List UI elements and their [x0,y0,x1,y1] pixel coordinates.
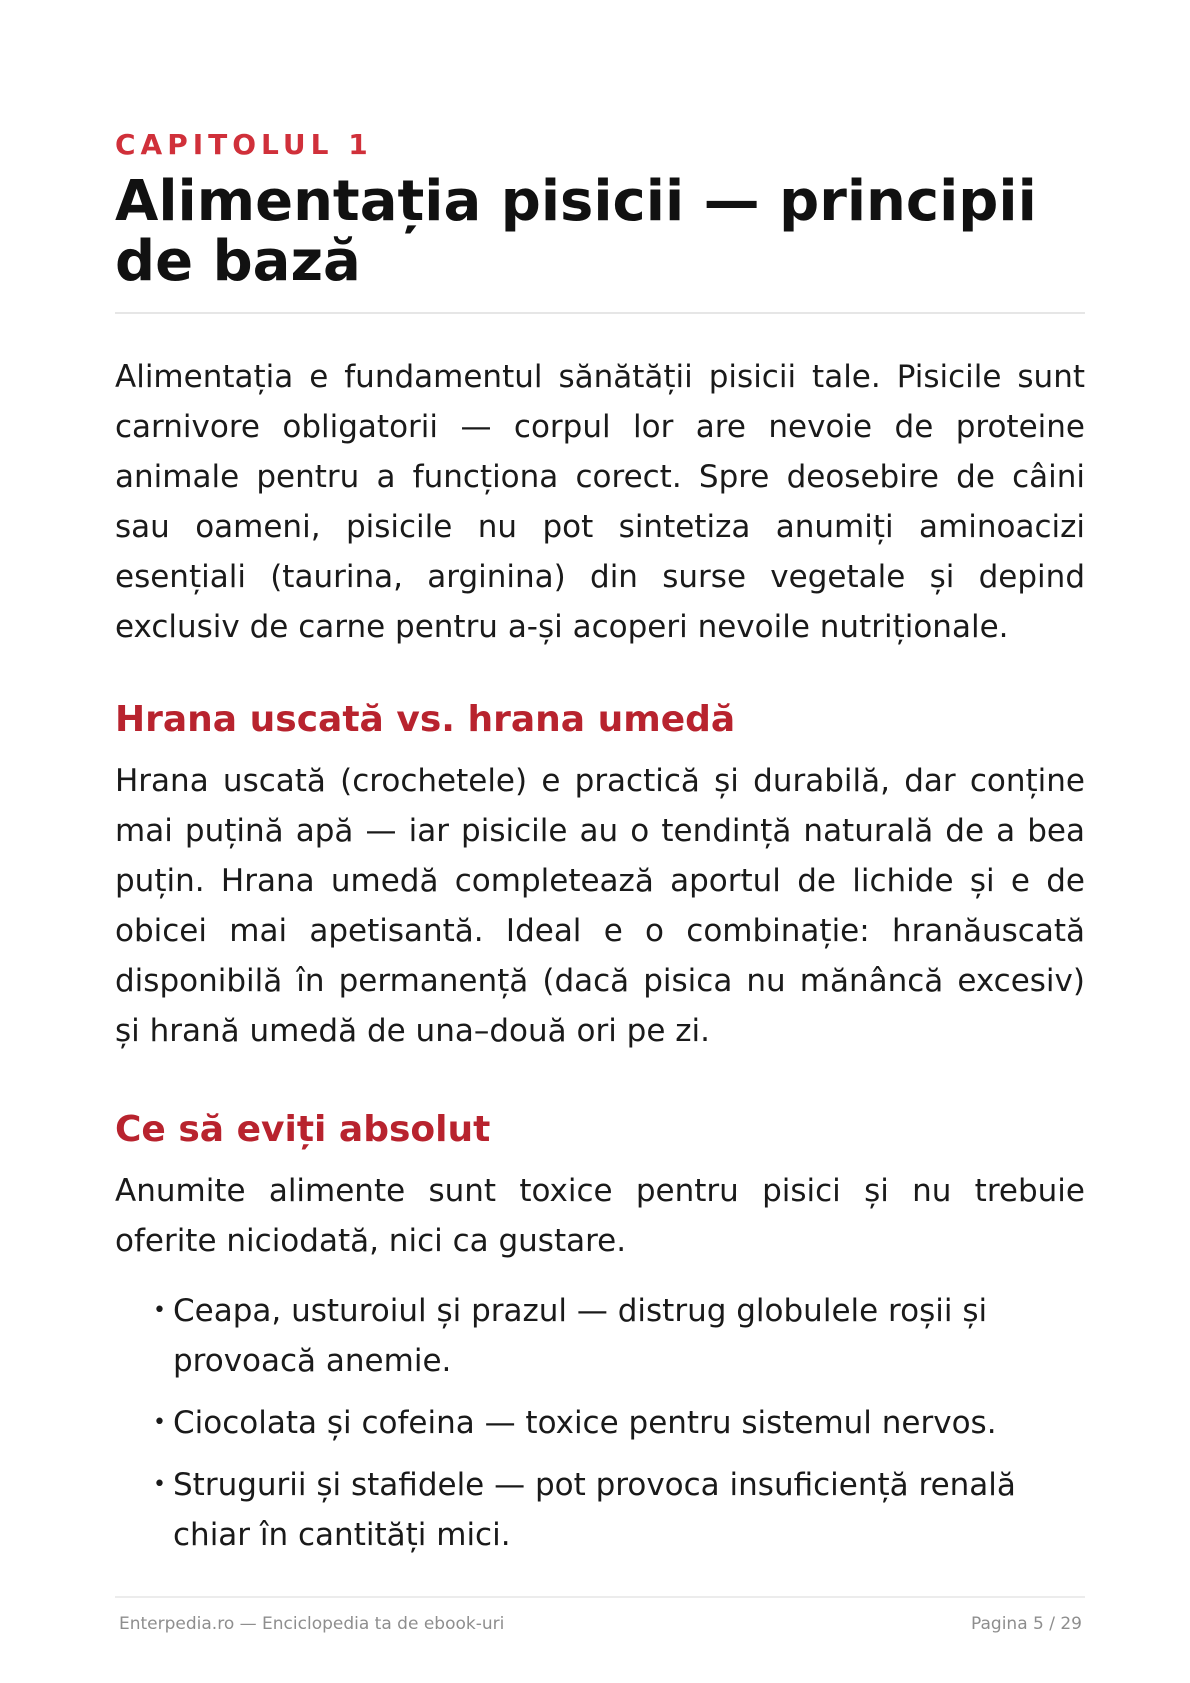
list-item [153,1460,1085,1560]
title-divider [115,312,1085,314]
section-heading-avoid: Ce să eviți absolut [115,1109,491,1150]
intro-paragraph: Alimentația e fundamentul sănătății pisicii tale. Pisicile sunt carnivore obligatorii — corpul lor are nevoie de proteine animale pentru a funcționa corect. Spre deosebire de câini sau oameni, pisicile nu pot sintetiza anumiți aminoacizi esențiali (taurina, arginina) din surse vegetale și depind exclusiv de carne pentru a-și acoperi nevoile nutriționale. [115,359,1085,645]
chapter-label: CAPITOLUL 1 [115,128,373,161]
bullet-icon: • [153,1298,166,1323]
list-item-text: Ceapa, usturoiul și prazul — distrug globulele roșii și provoacă anemie. [173,1293,988,1379]
bullet-icon: • [153,1472,166,1497]
bullet-icon: • [153,1410,166,1435]
list-item-text: Ciocolata și cofeina — toxice pentru sistemul nervos. [173,1405,997,1441]
list-item [153,1398,1085,1448]
footer-site-name: Enterpedia.ro — Enciclopedia ta de ebook-uri [119,1614,505,1634]
page-content [115,128,1085,1572]
section-heading-dry-vs-wet: Hrana uscată vs. hrana umedă [115,699,736,740]
toxic-foods-list [115,1286,1085,1560]
list-item-text: Strugurii și stafidele — pot provoca insuficiență renală chiar în cantități mici. [173,1467,1016,1553]
footer-divider [115,1596,1085,1598]
list-item [153,1286,1085,1386]
section-paragraph-avoid: Anumite alimente sunt toxice pentru pisici și nu trebuie oferite niciodată, nici ca gustare. [115,1173,1085,1259]
chapter-title: Alimentația pisicii — principii de bază [115,169,1037,294]
section-paragraph-dry-vs-wet: Hrana uscată (crochetele) e practică și durabilă, dar conține mai puțină apă — iar pisicile au o tendință naturală de a bea puțin. Hrana umedă completează aportul de lichide și e de obicei mai apetisantă. Ideal e o combinație: hranăuscată disponibilă în permanență (dacă pisica nu mănâncă excesiv) și hrană umedă de una–două ori pe zi. [115,763,1085,1049]
page-number: Pagina 5 / 29 [971,1614,1082,1634]
